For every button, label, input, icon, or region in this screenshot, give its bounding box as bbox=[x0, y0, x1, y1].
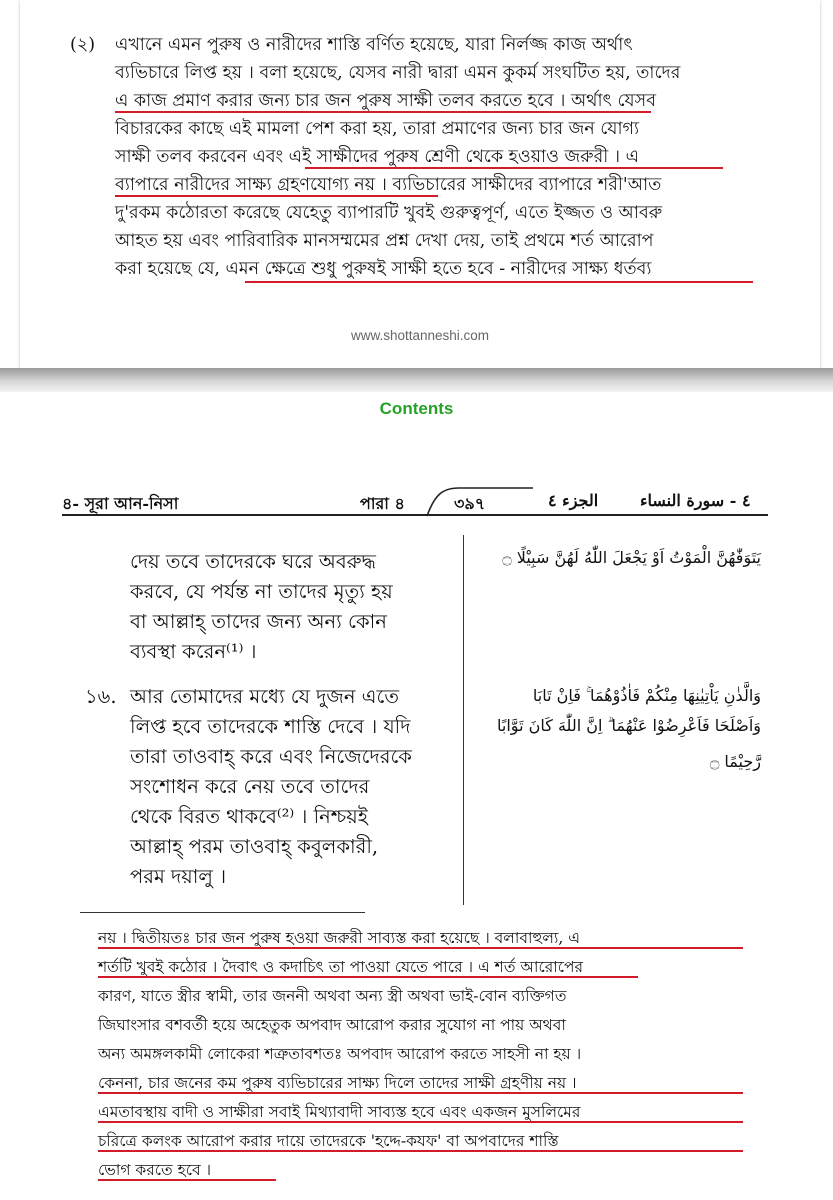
red-underline bbox=[98, 1092, 743, 1094]
footnote-line: নয় । দ্বিতীয়তঃ চার জন পুরুষ হওয়া জরুরী সাব্যস্ত করা হয়েছে । বলাবাহুল্য, এ bbox=[98, 929, 581, 947]
red-underline bbox=[98, 947, 743, 949]
red-underline bbox=[115, 111, 651, 113]
top-text-line: এ কাজ প্রমাণ করার জন্য চার জন পুরুষ সাক্ষী তলব করতে হবে । অর্থাৎ যেসব bbox=[115, 91, 656, 111]
bengali-line: থেকে বিরত থাকবে⁽²⁾ । নিশ্চয়ই bbox=[130, 805, 368, 828]
arabic-verse-line: رَّحِيْمًا ۝ bbox=[709, 752, 761, 771]
footnote-line: কেননা, চার জনের কম পুরুষ ব্যভিচারের সাক্ষ্য দিলে তাদের সাক্ষী গ্রহণীয় নয় । bbox=[98, 1074, 577, 1092]
top-text-line: আহত হয় এবং পারিবারিক মানসম্মমের প্রশ্ন দেখা দেয়, তাই প্রথমে শর্ত আরোপ bbox=[115, 231, 654, 251]
bengali-line: আর তোমাদের মধ্যে যে দুজন এতে bbox=[130, 685, 399, 708]
bengali-line: তারা তাওবাহ্ করে এবং নিজেদেরকে bbox=[130, 745, 412, 768]
footnote-line: শর্তটি খুবই কঠোর । দৈবাৎ ও কদাচিৎ তা পাওয়া যেতে পারে । এ শর্ত আরোপের bbox=[98, 958, 584, 976]
bengali-line: পরম দয়ালু । bbox=[130, 865, 227, 888]
bengali-line: করবে, যে পর্যন্ত না তাদের মৃত্যু হয় bbox=[130, 580, 393, 603]
red-underline bbox=[305, 167, 723, 169]
red-underline bbox=[98, 1150, 743, 1152]
top-text-line: দু'রকম কঠোরতা করেছে যেহেতু ব্যাপারটি খুবই গুরুত্বপূর্ণ, এতে ইজ্জত ও আবরু bbox=[115, 203, 663, 223]
top-text-line: এখানে এমন পুরুষ ও নারীদের শাস্তি বর্ণিত হয়েছে, যারা নির্লজ্জ কাজ অর্থাৎ bbox=[115, 35, 633, 55]
header-surah-title: ৪- সূরা আন-নিসা bbox=[62, 494, 179, 513]
red-underline bbox=[98, 1121, 743, 1123]
bengali-line: আল্লাহ্ পরম তাওবাহ্ কবুলকারী, bbox=[130, 835, 379, 858]
header-para: পারা ৪ bbox=[360, 494, 405, 513]
top-text-line: ব্যাপারে নারীদের সাক্ষ্য গ্রহণযোগ্য নয় । ব্যভিচারের সাক্ষীদের ব্যাপারে শরী'আত bbox=[115, 175, 662, 195]
top-page bbox=[20, 0, 820, 368]
footnote-line: কারণ, যাতে স্ত্রীর স্বামী, তার জননী অথবা অন্য স্ত্রী অথবা ভাই-বোন ব্যক্তিগত bbox=[98, 987, 567, 1005]
arabic-verse-line: يَتَوَفّٰهُنَّ الْمَوْتُ اَوْ يَجْعَلَ اللّٰهُ لَهُنَّ سَبِيْلًا ۝ bbox=[502, 548, 761, 567]
footnote-line: অন্য অমঙ্গলকামী লোকেরা শত্রুতাবশতঃ অপবাদ আরোপ করতে সাহসী না হয় । bbox=[98, 1045, 582, 1063]
column-divider bbox=[463, 535, 464, 905]
page-divider bbox=[0, 368, 833, 392]
red-underline bbox=[245, 281, 753, 283]
top-text-line: ব্যভিচারে লিপ্ত হয় । বলা হয়েছে, যেসব নারী দ্বারা এমন কুকর্ম সংঘটিত হয়, তাদের bbox=[115, 63, 681, 83]
header-rule bbox=[62, 514, 768, 516]
header-page-number: ৩৯৭ bbox=[454, 494, 486, 513]
bengali-line: দেয় তবে তাদেরকে ঘরে অবরুদ্ধ bbox=[130, 550, 376, 573]
verse-number: ১৬. bbox=[85, 685, 117, 708]
contents-link[interactable]: Contents bbox=[379, 399, 454, 418]
arabic-verse-line: وَاَصْلَحَا فَاَعْرِضُوْا عَنْهُمَا ۗ اِنَّ اللّٰهَ كَانَ تَوَّابًا bbox=[497, 716, 761, 735]
header-arabic-surah: ٤ - سورة النساء bbox=[640, 491, 751, 510]
header-arabic-juz: الجزء ٤ bbox=[548, 491, 599, 510]
footnote-line: চরিত্রে কলংক আরোপ করার দায়ে তাদেরকে 'হদ্দে-কযফ' বা অপবাদের শাস্তি bbox=[98, 1132, 559, 1150]
top-text-line: করা হয়েছে যে, এমন ক্ষেত্রে শুধু পুরুষই সাক্ষী হতে হবে - নারীদের সাক্ষ্য ধর্তব্য bbox=[115, 259, 652, 279]
footnote-rule bbox=[80, 912, 365, 913]
bengali-line: সংশোধন করে নেয় তবে তাদের bbox=[130, 775, 370, 798]
red-underline bbox=[115, 195, 438, 197]
red-underline bbox=[98, 1179, 276, 1181]
red-underline bbox=[98, 976, 638, 978]
bengali-line: লিপ্ত হবে তাদেরকে শাস্তি দেবে । যদি bbox=[130, 715, 411, 738]
footnote-line: জিঘাংসার বশবর্তী হয়ে অহেতুক অপবাদ আরোপ করার সুযোগ না পায় অথবা bbox=[98, 1016, 566, 1034]
footnote-line: ভোগ করতে হবে । bbox=[98, 1161, 212, 1179]
watermark: www.shottanneshi.com bbox=[350, 328, 490, 343]
note-number: (২) bbox=[70, 35, 96, 55]
arabic-verse-line: وَالَّذٰنِ يَاْتِيٰنِهَا مِنْكُمْ فَاٰذُوْهُمَا ۚ فَاِنْ تَابَا bbox=[532, 686, 761, 705]
bengali-line: বা আল্লাহ্ তাদের জন্য অন্য কোন bbox=[130, 610, 387, 633]
bengali-line: ব্যবস্থা করেন⁽¹⁾ । bbox=[130, 640, 257, 663]
top-text-line: সাক্ষী তলব করবেন এবং এই সাক্ষীদের পুরুষ শ্রেণী থেকে হওয়াও জরুরী । এ bbox=[115, 147, 639, 167]
footnote-line: এমতাবস্থায় বাদী ও সাক্ষীরা সবাই মিথ্যাবাদী সাব্যস্ত হবে এবং একজন মুসলিমের bbox=[98, 1103, 581, 1121]
top-text-line: বিচারকের কাছে এই মামলা পেশ করা হয়, তারা প্রমাণের জন্য চার জন যোগ্য bbox=[115, 119, 640, 139]
